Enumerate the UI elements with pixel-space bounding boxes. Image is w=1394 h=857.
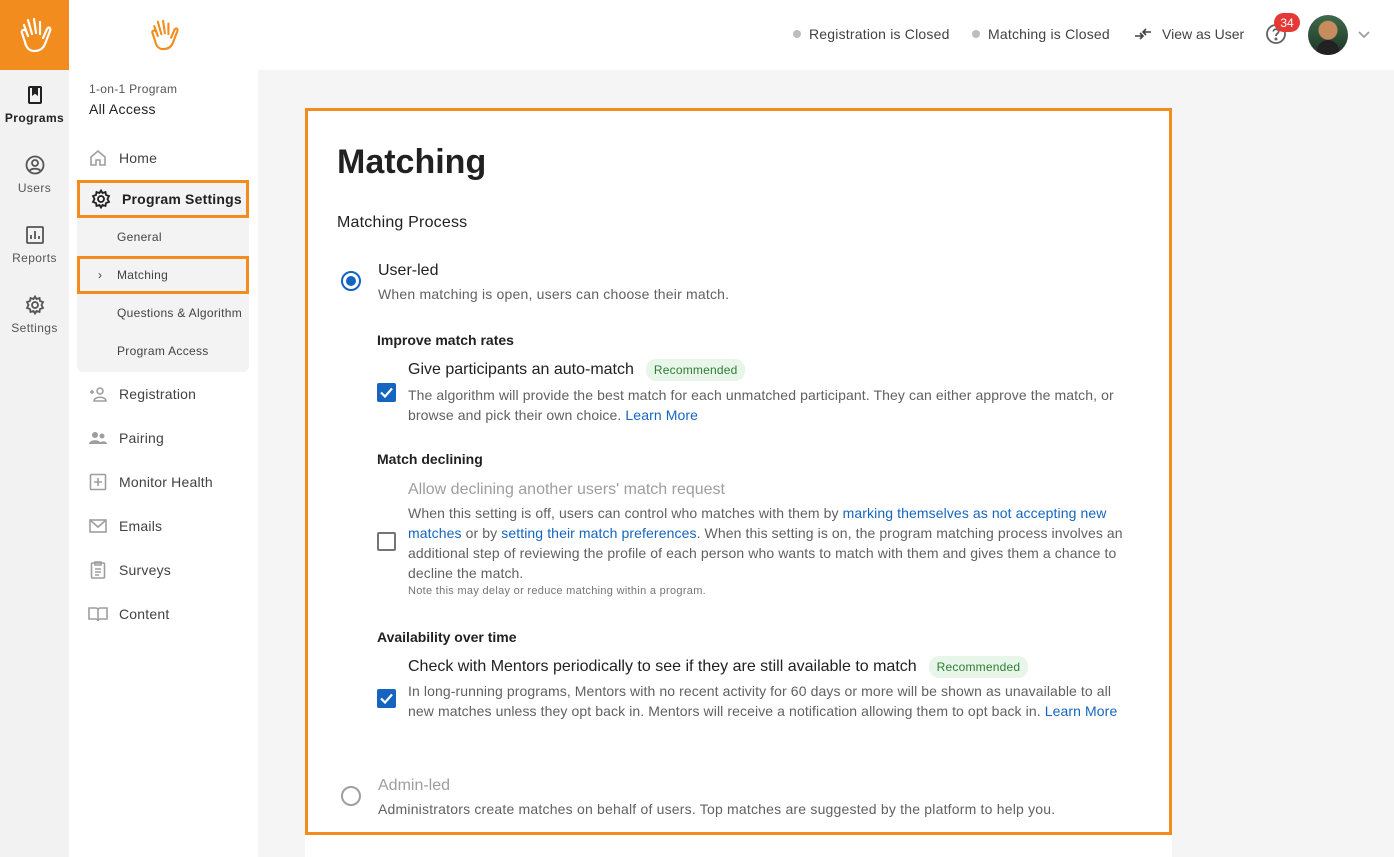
sub-item-questions-algorithm[interactable] <box>77 294 249 332</box>
clipboard-icon <box>87 559 109 581</box>
declining-desc-part3: . When this setting is on, the program matching process involves an additional step of reviewing the profile of each person who wants to match with them and gives them a chance to decline the match. <box>408 525 1123 581</box>
auto-match-description-text: The algorithm will provide the best match for each unmatched participant. They can either approve the match, or browse and pick their own choice. <box>408 387 1114 423</box>
matching-status <box>972 26 1110 42</box>
program-settings-group <box>77 180 249 372</box>
declining-desc-part2: or by <box>465 525 498 541</box>
page-title: Matching <box>337 143 487 181</box>
availability-heading: Availability over time <box>377 629 517 645</box>
admin-led-radio[interactable] <box>341 786 361 806</box>
sub-item-matching[interactable] <box>77 256 249 294</box>
chevron-down-icon[interactable] <box>1354 24 1374 44</box>
bar-chart-icon <box>25 225 45 245</box>
sub-label: Program Access <box>117 344 209 358</box>
card-continuation <box>305 835 1172 857</box>
sub-label: General <box>117 230 162 244</box>
nav-item-pairing[interactable] <box>77 416 249 460</box>
admin-led-description: Administrators create matches on behalf of users. Top matches are suggested by the platform to help you. <box>378 801 1056 817</box>
status-dot-icon <box>793 30 801 38</box>
gear-icon <box>25 295 45 315</box>
sub-label: Questions & Algorithm <box>117 306 243 320</box>
program-name[interactable]: All Access <box>89 101 156 117</box>
health-plus-icon <box>87 471 109 493</box>
improve-heading: Improve match rates <box>377 332 514 348</box>
nav-label: Content <box>119 606 170 622</box>
match-preferences-link[interactable]: setting their match preferences <box>501 525 697 541</box>
nav-item-emails[interactable] <box>77 504 249 548</box>
program-logo <box>69 0 258 70</box>
nav-item-home[interactable] <box>77 136 249 180</box>
view-as-user-button[interactable] <box>1134 26 1244 42</box>
availability-label <box>408 656 1028 678</box>
registration-status <box>793 26 950 42</box>
auto-match-checkbox[interactable] <box>377 383 396 402</box>
rail-label: Users <box>17 181 52 195</box>
rail-label: Reports <box>12 251 57 265</box>
swap-arrows-icon <box>1134 27 1152 41</box>
left-rail <box>0 0 69 857</box>
declining-desc-part1: When this setting is off, users can control who matches with them by <box>408 505 839 521</box>
open-book-icon <box>87 603 109 625</box>
not-accepting-matches-link[interactable]: marking themselves as not accepting new matches <box>408 505 1107 541</box>
allow-declining-description <box>408 503 1128 583</box>
rail-item-reports[interactable] <box>0 210 69 280</box>
people-icon <box>87 427 109 449</box>
book-icon <box>25 85 45 105</box>
gear-icon <box>90 188 112 210</box>
user-led-description: When matching is open, users can choose their match. <box>378 286 730 302</box>
rail-label: Settings <box>11 321 58 335</box>
declining-heading: Match declining <box>377 451 483 467</box>
nav-label: Home <box>119 150 158 166</box>
auto-match-label-text: Give participants an auto-match <box>408 361 634 378</box>
add-person-icon <box>87 383 109 405</box>
home-icon <box>87 147 109 169</box>
checkmark-icon <box>377 383 396 402</box>
allow-declining-label: Allow declining another users' match request <box>408 481 725 498</box>
checkmark-icon <box>377 689 396 708</box>
waving-hand-icon <box>18 16 52 54</box>
nav-label: Pairing <box>119 430 164 446</box>
matching-status-text: Matching is Closed <box>988 26 1110 42</box>
sub-label: Matching <box>117 268 169 282</box>
sub-item-general[interactable] <box>77 218 249 256</box>
nav-item-content[interactable] <box>77 592 249 636</box>
availability-description-text: In long-running programs, Mentors with no recent activity for 60 days or more will be shown as unavailable to all new matches unless they opt back in. Mentors will receive a notification allowing them to opt back in. <box>408 683 1112 719</box>
program-sidebar <box>69 0 258 857</box>
nav-item-monitor-health[interactable] <box>77 460 249 504</box>
avatar[interactable] <box>1308 15 1348 55</box>
recommended-badge: Recommended <box>929 656 1029 678</box>
chevron-right-icon: › <box>98 268 103 282</box>
nav-label: Registration <box>119 386 197 402</box>
availability-checkbox[interactable] <box>377 689 396 708</box>
recommended-badge: Recommended <box>646 359 746 381</box>
matching-settings-card <box>305 108 1172 835</box>
rail-item-programs[interactable] <box>0 70 69 140</box>
rail-label: Programs <box>4 111 65 125</box>
admin-led-label: Admin-led <box>378 777 451 794</box>
learn-more-link[interactable]: Learn More <box>1044 703 1118 719</box>
waving-hand-icon <box>149 18 179 52</box>
rail-item-settings[interactable] <box>0 280 69 350</box>
availability-description <box>408 681 1128 721</box>
rail-item-users[interactable] <box>0 140 69 210</box>
nav-label: Emails <box>119 518 163 534</box>
user-led-radio[interactable] <box>341 271 361 291</box>
sub-item-program-access[interactable] <box>77 332 249 370</box>
envelope-icon <box>87 515 109 537</box>
top-bar <box>258 0 1394 70</box>
declining-note: Note this may delay or reduce matching within a program. <box>408 585 707 597</box>
nav-label: Monitor Health <box>119 474 213 490</box>
program-type: 1-on-1 Program <box>89 82 178 96</box>
status-dot-icon <box>972 30 980 38</box>
user-led-label: User-led <box>378 262 439 279</box>
app-logo[interactable] <box>0 0 69 70</box>
learn-more-link[interactable]: Learn More <box>625 407 699 423</box>
nav-label: Surveys <box>119 562 171 578</box>
nav-item-registration[interactable] <box>77 372 249 416</box>
view-as-user-label: View as User <box>1162 26 1245 42</box>
auto-match-label <box>408 359 745 381</box>
user-circle-icon <box>25 155 45 175</box>
allow-declining-checkbox[interactable] <box>377 532 396 551</box>
auto-match-description <box>408 385 1128 425</box>
notification-badge: 34 <box>1274 13 1300 32</box>
section-title: Matching Process <box>337 214 468 231</box>
nav-item-program-settings[interactable] <box>77 180 249 218</box>
availability-label-text: Check with Mentors periodically to see if they are still available to match <box>408 658 917 675</box>
nav-item-surveys[interactable] <box>77 548 249 592</box>
program-nav <box>77 136 249 636</box>
registration-status-text: Registration is Closed <box>809 26 950 42</box>
nav-label: Program Settings <box>122 191 242 207</box>
